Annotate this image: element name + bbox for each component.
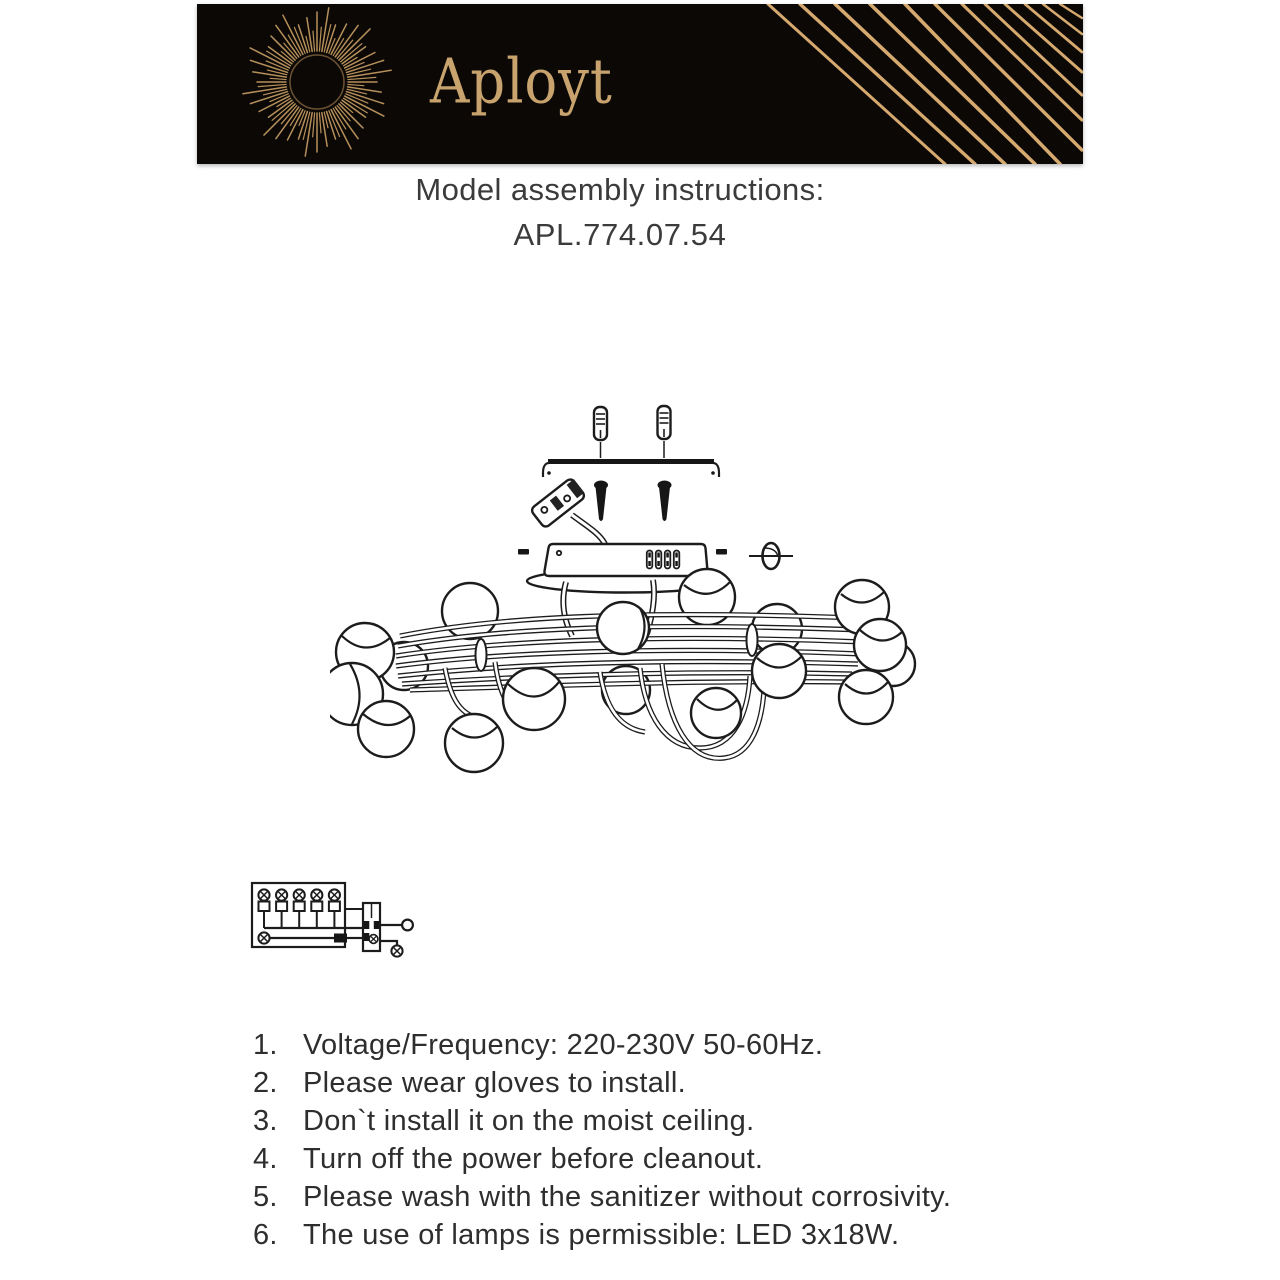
item-number: 5.	[253, 1181, 278, 1213]
terminal-block	[363, 903, 380, 951]
lamp-icon	[311, 889, 322, 928]
page-title	[0, 172, 1240, 253]
wall-anchor-icon	[594, 407, 607, 440]
connector-block	[334, 934, 347, 943]
list-item	[253, 1216, 1113, 1254]
lamp-icon	[258, 889, 269, 928]
item-text: Don`t install it on the moist ceiling.	[303, 1105, 755, 1137]
list-item	[253, 1102, 1113, 1140]
item-number: 2.	[253, 1067, 278, 1099]
side-screw-icon	[749, 543, 793, 569]
item-number: 1.	[253, 1029, 278, 1061]
ground-lamp-icon	[258, 932, 269, 943]
wall-anchor-icon	[658, 406, 671, 439]
fan-rays-icon	[768, 4, 1082, 164]
dash-mark	[716, 549, 727, 555]
instruction-list	[253, 1026, 1113, 1254]
item-text: Please wear gloves to install.	[303, 1067, 686, 1099]
banner-graphics	[197, 4, 1083, 164]
ground-terminal-icon	[391, 945, 402, 956]
wire	[380, 941, 397, 945]
item-number: 6.	[253, 1219, 278, 1251]
screw-icon	[658, 481, 672, 522]
list-item	[253, 1178, 1113, 1216]
item-text: Please wash with the sanitizer without corrosivity.	[303, 1181, 952, 1213]
sunburst-center	[290, 55, 344, 109]
list-item	[253, 1064, 1113, 1102]
lamp-icon	[276, 889, 287, 928]
chandelier-assembly-diagram	[330, 393, 930, 783]
list-item	[253, 1026, 1113, 1064]
mounting-bracket	[543, 459, 719, 477]
lamp-icon	[294, 889, 305, 928]
item-text: Voltage/Frequency: 220-230V 50-60Hz.	[303, 1029, 824, 1061]
title-line1: Model assembly instructions:	[415, 172, 825, 207]
item-number: 4.	[253, 1143, 278, 1175]
brand-name: Aployt	[430, 44, 613, 118]
screw-icon	[594, 481, 608, 522]
item-number: 3.	[253, 1105, 278, 1137]
brand-banner	[197, 4, 1083, 164]
neutral-terminal-icon	[402, 920, 413, 931]
item-text: The use of lamps is permissible: LED 3x18W.	[303, 1219, 900, 1251]
dash-mark	[518, 549, 529, 555]
item-text: Turn off the power before cleanout.	[303, 1143, 764, 1175]
model-number: APL.774.07.54	[513, 217, 727, 252]
lamp-icon	[329, 889, 340, 928]
list-item	[253, 1140, 1113, 1178]
wiring-diagram	[243, 872, 423, 972]
